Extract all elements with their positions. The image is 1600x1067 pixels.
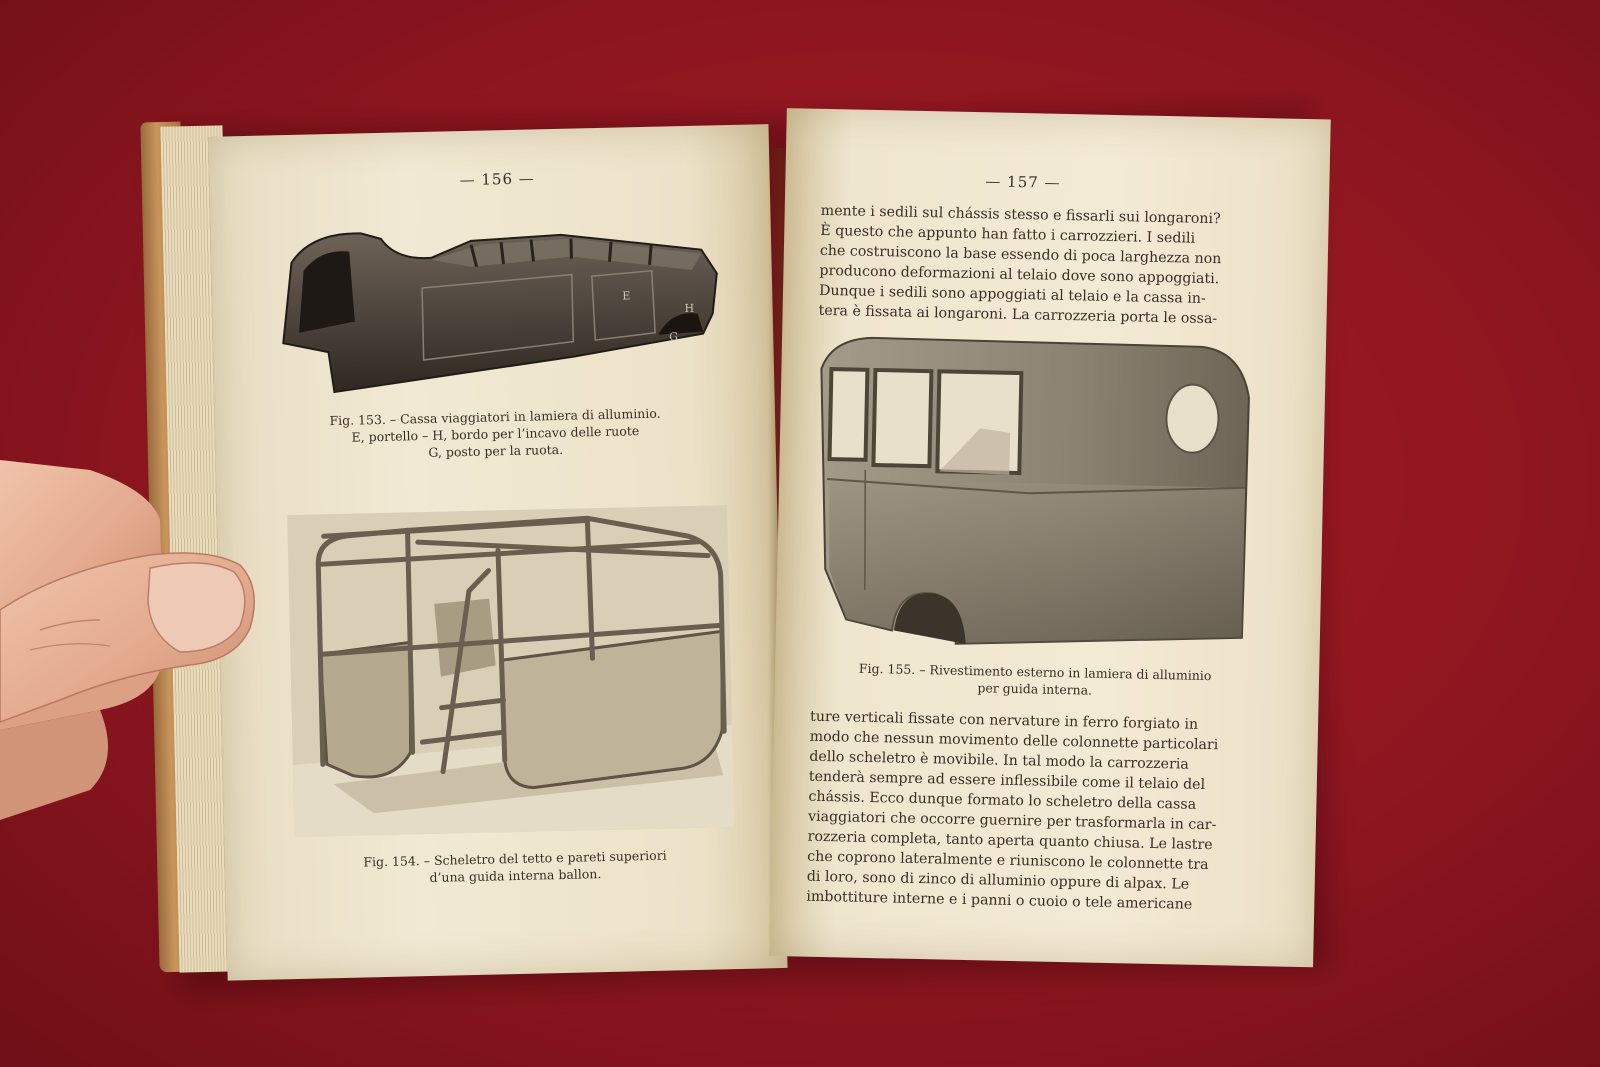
hand-thumb bbox=[0, 460, 270, 880]
caption-153-line-3: G, posto per la ruota. bbox=[428, 441, 564, 460]
label-h: H bbox=[684, 301, 695, 316]
label-g: G bbox=[669, 330, 679, 344]
page-number-157: — 157 — bbox=[985, 172, 1061, 192]
text-line: imbottiture interne e i panni o cuoio o tele americane bbox=[806, 888, 1193, 913]
body-text-top bbox=[818, 201, 1260, 330]
left-page bbox=[209, 124, 788, 980]
figure-153-passenger-body bbox=[271, 213, 735, 403]
caption-155-line-2: per guida interna. bbox=[977, 680, 1093, 698]
body-text-bottom bbox=[806, 707, 1250, 916]
text-line: Dunque i sedili sono appoggiati al telaio e la cassa in- bbox=[818, 282, 1206, 307]
figure-155-caption bbox=[815, 659, 1256, 702]
figure-155-enclosed-body bbox=[806, 329, 1263, 658]
text-line: che costruiscono la base essendo di poca larghezza non bbox=[819, 242, 1222, 268]
text-line: producono deformazioni al telaio dove sono appoggiati. bbox=[819, 262, 1220, 288]
caption-154-line-2: d’una guida interna ballon. bbox=[429, 866, 602, 885]
page-number-156: — 156 — bbox=[459, 169, 535, 190]
text-line: tenderà sempre ad essere inflessibile come il telaio del bbox=[808, 768, 1206, 793]
figure-154-caption bbox=[305, 845, 726, 889]
text-line: È questo che appunto han fatto i carrozzieri. I sedili bbox=[820, 222, 1196, 247]
label-e: E bbox=[622, 289, 631, 303]
text-line: ture verticali fissate con nervature in ferro forgiato in bbox=[809, 708, 1199, 733]
text-line: tera è fissata ai longaroni. La carrozzeria porta le ossa- bbox=[818, 302, 1218, 328]
text-line: dello scheletro è movibile. In tal modo la carrozzeria bbox=[809, 748, 1189, 773]
figure-154-skeleton bbox=[287, 505, 734, 837]
text-line: di loro, sono di zinco di alluminio oppure di alpax. Le bbox=[806, 868, 1190, 893]
caption-154-line-1: Fig. 154. – Scheletro del tetto e pareti superiori bbox=[363, 847, 667, 870]
text-line: viaggiatori che occorre guernire per trasformarla in car- bbox=[807, 808, 1217, 834]
caption-153-line-1: Fig. 153. – Cassa viaggiatori in lamiera di alluminio. bbox=[329, 405, 661, 429]
figure-153-caption bbox=[275, 403, 716, 464]
caption-155-line-1: Fig. 155. – Rivestimento esterno in lamiera di alluminio bbox=[858, 660, 1212, 684]
text-line: che coprono lateralmente e riuniscono le colonnette tra bbox=[807, 848, 1209, 874]
text-line: chássis. Ecco dunque formato lo scheletro della cassa bbox=[808, 788, 1197, 813]
text-line: rozzeria completa, tanto aperta quanto chiusa. Le lastre bbox=[807, 828, 1213, 854]
text-line: modo che nessun movimento delle colonnette particolari bbox=[809, 728, 1219, 754]
caption-153-line-2: E, portello – H, bordo per l’incavo delle ruote bbox=[351, 423, 640, 445]
text-line: mente i sedili sul chássis stesso e fissarli sui longaroni? bbox=[820, 202, 1221, 228]
right-page bbox=[769, 108, 1331, 967]
